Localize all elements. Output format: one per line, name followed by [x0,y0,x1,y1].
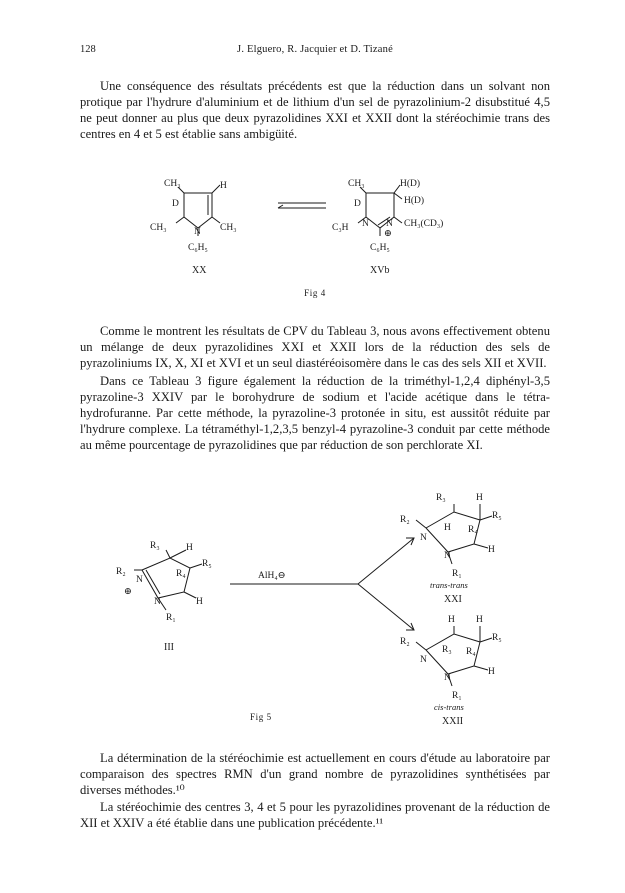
xvb-n-plus: N [386,219,393,229]
xvb-hd-top: H(D) [400,179,421,189]
figure-5-drawing [80,488,550,733]
xxii-r3: R₃ [442,645,452,655]
figure-4 [80,170,550,305]
iii-n-bottom: N [154,597,161,607]
xvb-compound-label: XVb [370,265,390,276]
equilibrium-arrow [278,203,326,208]
iii-r4: R₄ [176,569,186,579]
figure-4-drawing [80,170,550,305]
reagent-label: AlH₄⊖ [258,571,286,581]
xxi-r4: R₄ [468,525,478,535]
iii-n-left: N [136,575,143,585]
xxii-n-bottom: N [444,673,451,683]
xvb-c3h: C₃H [332,223,349,233]
paragraph-4: La détermination de la stéréochimie est actuellement en cours d'étude au laboratoire par comparaison des spectres RMN d'un grand nombre de pyrazolidines synthétisées par diverses méthodes.¹⁰ [80,751,550,797]
xxii-h-top-2: H [476,615,483,625]
xxii-r1: R₁ [452,691,462,701]
page-header [80,44,550,60]
xxii-h-top-1: H [448,615,455,625]
paragraph-5: La stéréochimie des centres 3, 4 et 5 pour les pyrazolidines provenant de la réduction de XII et XXIV a été établie dans une publication précédente.¹¹ [80,800,550,830]
figure-5-caption: Fig 5 [250,712,272,722]
xxii-n-left: N [420,655,427,665]
xxi-r2: R₂ [400,515,410,525]
xxi-compound-label: XXI [444,594,462,605]
figure-5 [80,488,550,733]
xxi-h-bottom: H [488,545,495,555]
xxi-h-ring: H [444,523,451,533]
xx-ch3-left: CH₃ [150,223,167,233]
xxi-r5: R₅ [492,511,502,521]
xxii-r5: R₅ [492,633,502,643]
xxi-h-top: H [476,493,483,503]
xvb-charge: ⊕ [384,229,392,239]
xxi-r3: R₃ [436,493,446,503]
iii-h-bottom: H [196,597,203,607]
iii-h: H [186,543,193,553]
xxi-descriptor: trans-trans [430,580,468,590]
xx-d: D [172,199,179,209]
paragraph-1: Une conséquence des résultats précédents est que la réduction dans un solvant non protique par l'hydrure d'aluminium et de lithium d'un sel de pyrazolinium-2 disubstitué 4,5 ne peut donner au plus que deux pyrazolidines XXI et XXII dont la stéréochimie trans des centres en 4 et 5 est établie sans ambigüité. [80,79,550,141]
iii-r1: R₁ [166,613,176,623]
running-head: J. Elguero, R. Jacquier et D. Tizané [237,44,393,55]
iii-r2: R₂ [116,567,126,577]
xxii-structure-bonds [416,626,492,686]
xx-c6h5: C₆H₅ [188,243,208,253]
iii-compound-label: III [164,642,174,653]
xx-ch3-top: CH₃ [164,179,181,189]
xx-n: N [194,227,201,237]
xx-ch3-right: CH₃ [220,223,237,233]
xvb-c6h5: C₆H₅ [370,243,390,253]
xxii-r2: R₂ [400,637,410,647]
xx-compound-label: XX [192,265,207,276]
xxi-structure-bonds [416,504,492,564]
xxi-n-left: N [420,533,427,543]
xvb-ch3-top: CH₃ [348,179,365,189]
page-number: 128 [80,44,96,55]
paragraph-2: Comme le montrent les résultats de CPV du Tableau 3, nous avons effectivement obtenu un mélange de deux pyrazolidines XXI et XXII lors de la réduction des sels de pyrazoliniums IX, X, XI et XVI et un seul diastéréoisomère dans le cas des sels XII et XVII. [80,324,550,370]
reaction-arrow [230,538,414,630]
iii-charge: ⊕ [124,587,132,597]
xvb-d: D [354,199,361,209]
figure-4-caption: Fig 4 [304,288,326,298]
xxi-r1: R₁ [452,569,462,579]
xxi-n-bottom: N [444,551,451,561]
xvb-n-left: N [362,219,369,229]
paragraph-3: Dans ce Tableau 3 figure également la réduction de la triméthyl-1,2,4 diphényl-3,5 pyrazoline-3 XXIV par le borohydrure de sodium et l'acide acétique dans le tétra-hydrofuranne. Par cette méthode, la pyrazoline-3 protonée in situ, est aussitôt réduite par l'hydrure complexe. La tétraméthyl-1,2,3,5 benzyl-4 pyrazoline-3 conduit par cette méthode au même pourcentage de pyrazolidines que par réduction de son perchlorate XI. [80,374,550,452]
xvb-ch3cd3: CH₃(CD₃) [404,219,444,229]
iii-r3: R₃ [150,541,160,551]
xxii-descriptor: cis-trans [434,702,464,712]
xvb-hd-mid: H(D) [404,196,425,206]
iii-r5: R₅ [202,559,212,569]
xxii-r4: R₄ [466,647,476,657]
xx-h: H [220,181,227,191]
iii-structure-bonds [134,550,202,610]
xxii-h-bottom: H [488,667,495,677]
xxii-compound-label: XXII [442,716,464,727]
